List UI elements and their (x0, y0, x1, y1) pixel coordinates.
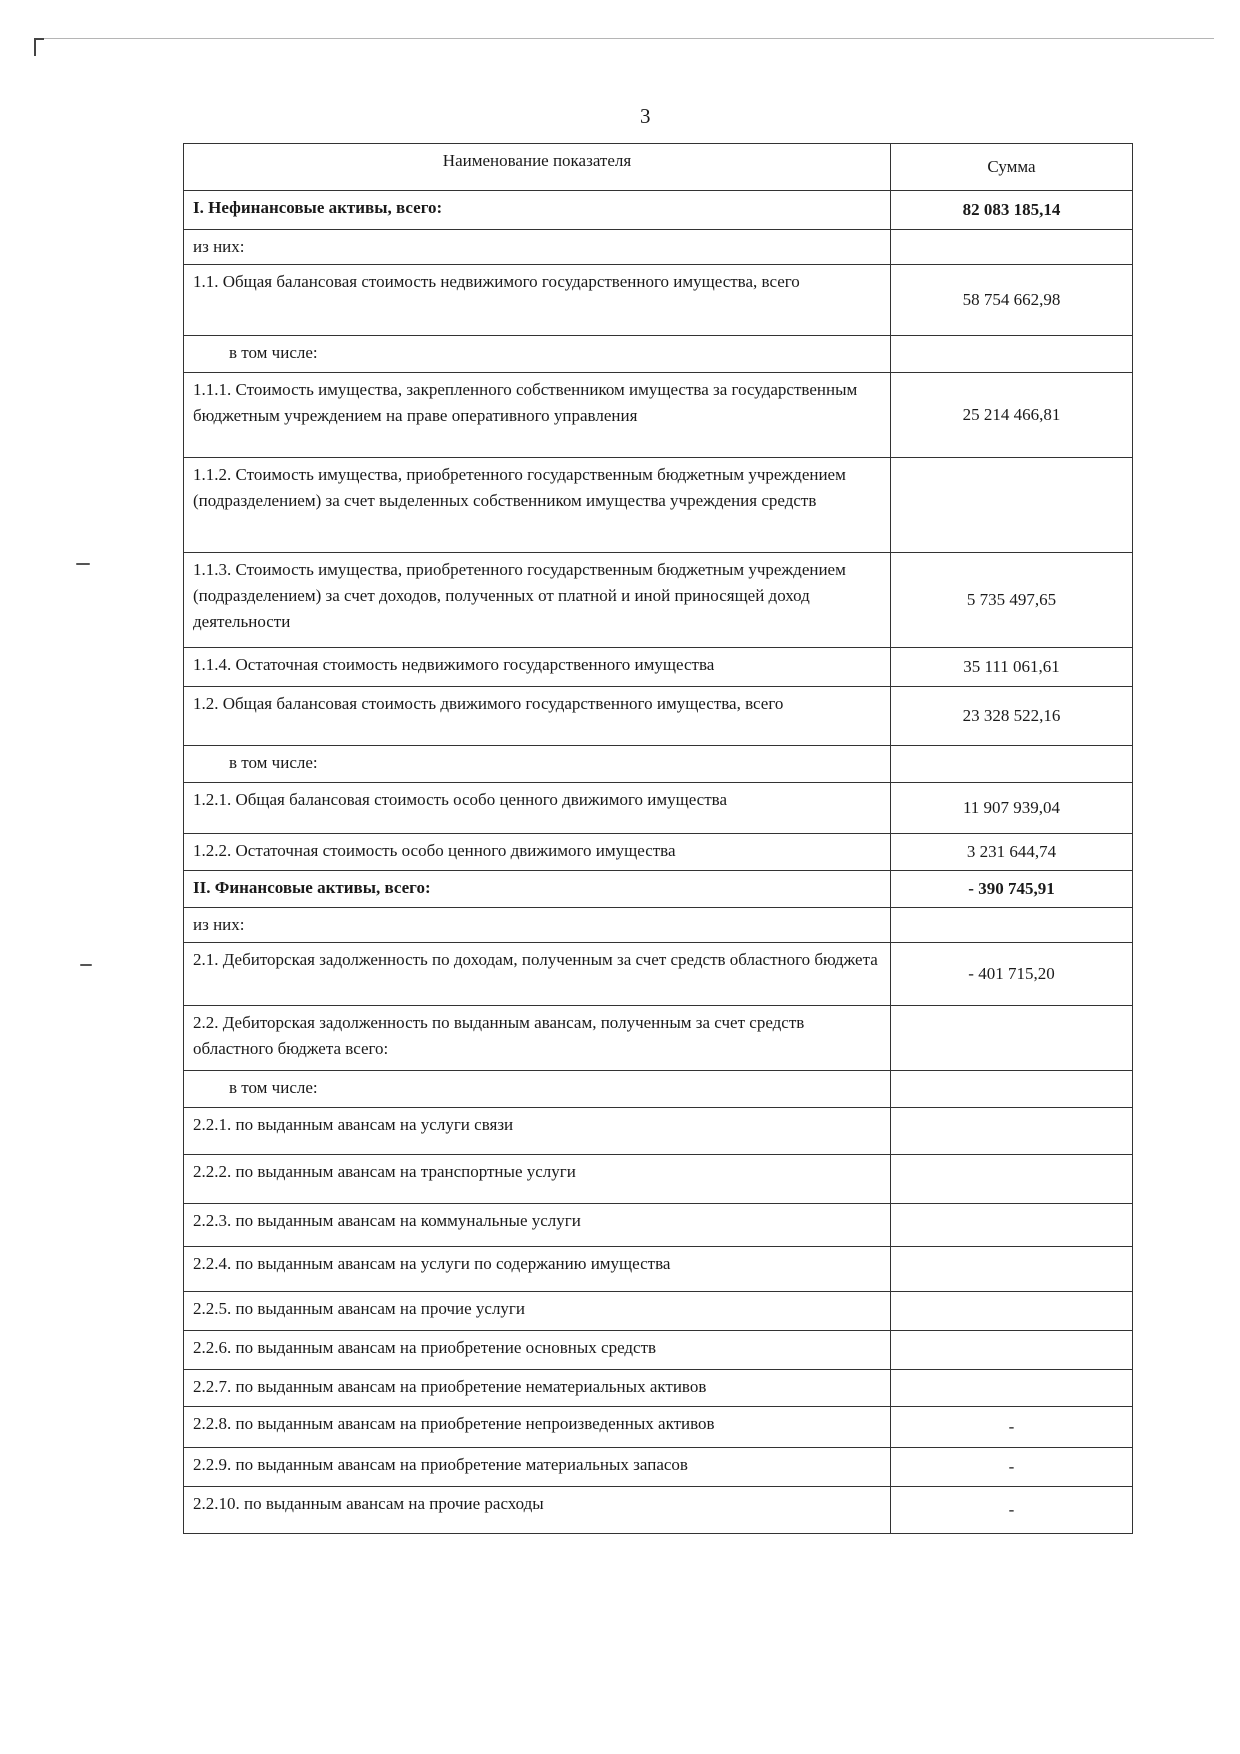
indicator-name-cell: 2.2.9. по выданным авансам на приобретение материальных запасов (184, 1448, 891, 1487)
scan-speck (76, 563, 90, 565)
indicator-name-cell: 2.1. Дебиторская задолженность по доходам, полученным за счет средств областного бюджета (184, 943, 891, 1006)
table-row (184, 1204, 1133, 1247)
amount-cell: - (891, 1448, 1133, 1487)
assets-table (183, 143, 1133, 1534)
header-sum-cell: Сумма (891, 144, 1133, 191)
indicator-name-cell: 2.2.4. по выданным авансам на услуги по содержанию имущества (184, 1247, 891, 1292)
table-row (184, 1292, 1133, 1331)
indicator-name-cell: I. Нефинансовые активы, всего: (184, 191, 891, 230)
indicator-name-cell: 1.2. Общая балансовая стоимость движимого государственного имущества, всего (184, 687, 891, 746)
table-row (184, 230, 1133, 265)
amount-cell: 82 083 185,14 (891, 191, 1133, 230)
indicator-name-cell: 2.2.2. по выданным авансам на транспортные услуги (184, 1155, 891, 1204)
table-header-row (184, 144, 1133, 191)
table-row (184, 746, 1133, 783)
amount-cell (891, 1247, 1133, 1292)
table-row (184, 871, 1133, 908)
amount-cell (891, 1292, 1133, 1331)
table-row (184, 336, 1133, 373)
scan-corner-mark (34, 38, 44, 56)
indicator-name-cell: 1.2.1. Общая балансовая стоимость особо ценного движимого имущества (184, 783, 891, 834)
amount-cell (891, 1108, 1133, 1155)
indicator-name-cell: 1.1. Общая балансовая стоимость недвижимого государственного имущества, всего (184, 265, 891, 336)
amount-cell (891, 336, 1133, 373)
amount-cell: - (891, 1407, 1133, 1448)
scan-edge-line (34, 38, 1214, 39)
table-row (184, 943, 1133, 1006)
table-row (184, 834, 1133, 871)
table-row (184, 1331, 1133, 1370)
table-row (184, 1247, 1133, 1292)
scan-speck (80, 964, 92, 966)
indicator-name-cell: 2.2. Дебиторская задолженность по выданным авансам, полученным за счет средств областного бюджета всего: (184, 1006, 891, 1071)
indicator-name-cell: 1.1.1. Стоимость имущества, закрепленного собственником имущества за государственным бюджетным учреждением на праве оперативного управления (184, 373, 891, 458)
indicator-name-cell: 2.2.3. по выданным авансам на коммунальные услуги (184, 1204, 891, 1247)
amount-cell: - 401 715,20 (891, 943, 1133, 1006)
amount-cell (891, 1006, 1133, 1071)
table-row (184, 1155, 1133, 1204)
amount-cell (891, 230, 1133, 265)
indicator-name-cell: в том числе: (184, 746, 891, 783)
indicator-name-cell: из них: (184, 230, 891, 265)
amount-cell: 5 735 497,65 (891, 553, 1133, 648)
amount-cell (891, 1071, 1133, 1108)
indicator-name-cell: 2.2.10. по выданным авансам на прочие расходы (184, 1487, 891, 1534)
table-row (184, 648, 1133, 687)
table-row (184, 1487, 1133, 1534)
table-row (184, 1071, 1133, 1108)
table-row (184, 265, 1133, 336)
indicator-name-cell: 1.1.3. Стоимость имущества, приобретенного государственным бюджетным учреждением (подразделением) за счет доходов, полученных от платной и иной приносящей доход деятельности (184, 553, 891, 648)
table-row (184, 1370, 1133, 1407)
amount-cell: 11 907 939,04 (891, 783, 1133, 834)
table-row (184, 553, 1133, 648)
amount-cell: - 390 745,91 (891, 871, 1133, 908)
indicator-name-cell: 1.1.4. Остаточная стоимость недвижимого государственного имущества (184, 648, 891, 687)
indicator-name-cell: 1.1.2. Стоимость имущества, приобретенного государственным бюджетным учреждением (подразделением) за счет выделенных собственником имущества учреждения средств (184, 458, 891, 553)
amount-cell (891, 1370, 1133, 1407)
page-number: 3 (640, 104, 651, 128)
indicator-name-cell: 2.2.8. по выданным авансам на приобретение непроизведенных активов (184, 1407, 891, 1448)
amount-cell: 23 328 522,16 (891, 687, 1133, 746)
table-row (184, 1006, 1133, 1071)
indicator-name-cell: 2.2.5. по выданным авансам на прочие услуги (184, 1292, 891, 1331)
indicator-name-cell: в том числе: (184, 336, 891, 373)
amount-cell: - (891, 1487, 1133, 1534)
indicator-name-cell: 2.2.7. по выданным авансам на приобретение нематериальных активов (184, 1370, 891, 1407)
table-row (184, 373, 1133, 458)
indicator-name-cell: II. Финансовые активы, всего: (184, 871, 891, 908)
table-row (184, 1448, 1133, 1487)
table-row (184, 191, 1133, 230)
amount-cell (891, 746, 1133, 783)
table-row (184, 1108, 1133, 1155)
amount-cell (891, 1204, 1133, 1247)
header-name-cell: Наименование показателя (184, 144, 891, 191)
indicator-name-cell: 1.2.2. Остаточная стоимость особо ценного движимого имущества (184, 834, 891, 871)
amount-cell (891, 458, 1133, 553)
table-row (184, 783, 1133, 834)
table-row (184, 1407, 1133, 1448)
amount-cell: 3 231 644,74 (891, 834, 1133, 871)
amount-cell (891, 1155, 1133, 1204)
amount-cell: 25 214 466,81 (891, 373, 1133, 458)
table-row (184, 908, 1133, 943)
table-row (184, 687, 1133, 746)
amount-cell (891, 1331, 1133, 1370)
amount-cell: 35 111 061,61 (891, 648, 1133, 687)
table-row (184, 458, 1133, 553)
indicator-name-cell: 2.2.6. по выданным авансам на приобретение основных средств (184, 1331, 891, 1370)
amount-cell (891, 908, 1133, 943)
indicator-name-cell: из них: (184, 908, 891, 943)
indicator-name-cell: в том числе: (184, 1071, 891, 1108)
indicator-name-cell: 2.2.1. по выданным авансам на услуги связи (184, 1108, 891, 1155)
amount-cell: 58 754 662,98 (891, 265, 1133, 336)
